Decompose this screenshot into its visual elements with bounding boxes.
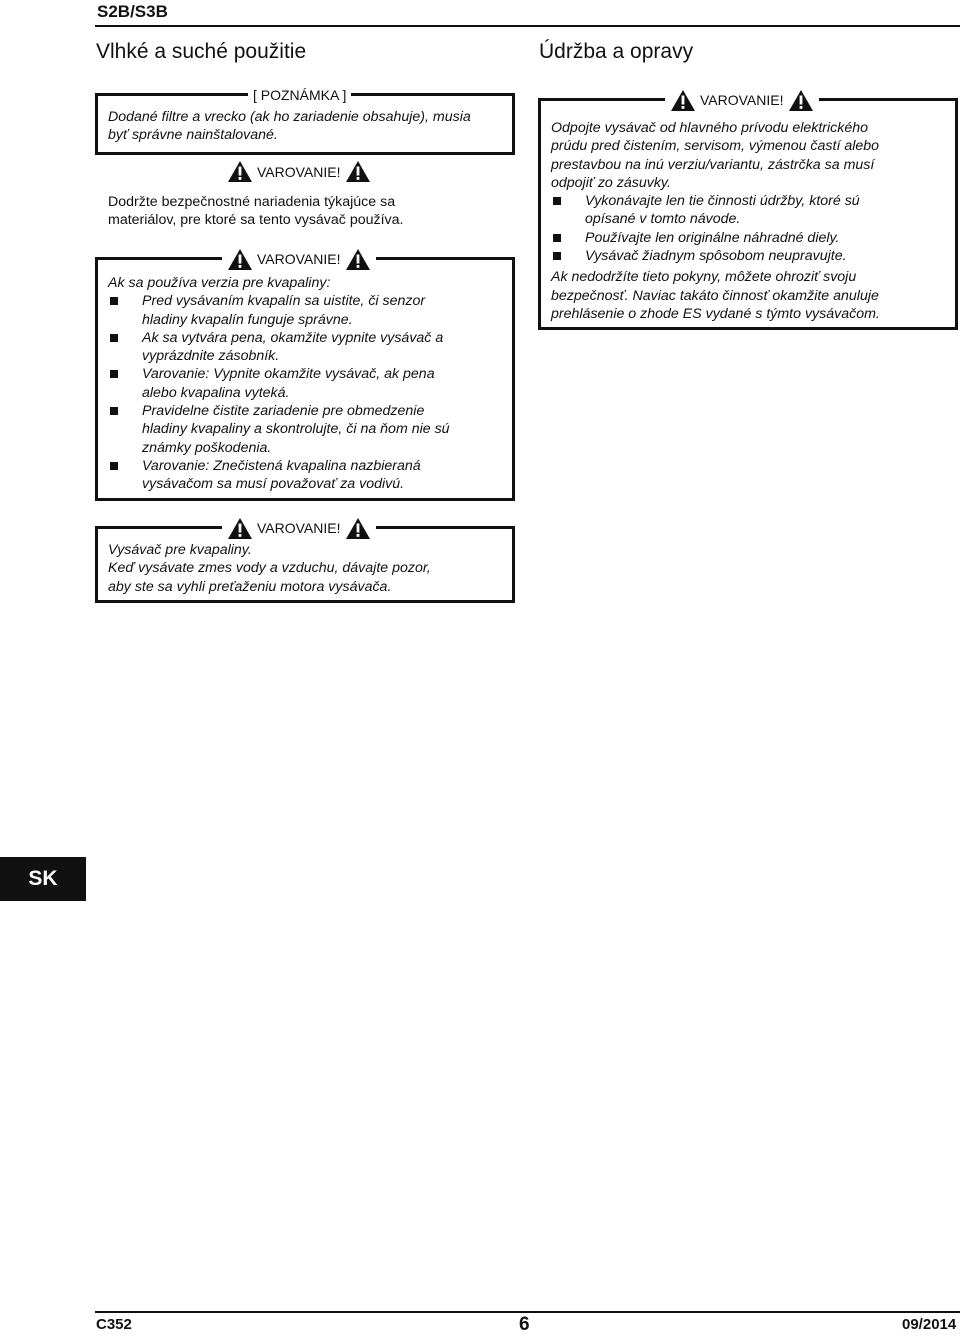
warning3-label-text: VAROVANIE! (257, 520, 341, 536)
section-title-maintenance: Údržba a opravy (539, 40, 694, 63)
list-item-line: hladiny kvapalín funguje správne. (142, 311, 353, 328)
note-line: byť správne nainštalované. (108, 127, 278, 144)
maintenance-outro-line: Ak nedodržíte tieto pokyny, môžete ohroziť svoju (551, 269, 857, 286)
list-item-line: vysávačom sa musí považovať za vodivú. (142, 476, 405, 493)
note-text (108, 108, 471, 145)
warning2-content (108, 274, 508, 494)
list-item (108, 329, 508, 366)
warning2-label-text: VAROVANIE! (257, 251, 341, 267)
list-item-line: Varovanie: Znečistená kvapalina nazbieraná (142, 457, 421, 474)
footer-code: C352 (96, 1316, 132, 1333)
warning-triangle-icon (345, 248, 371, 271)
warning-triangle-icon (227, 160, 253, 183)
warning2-label (222, 247, 376, 271)
bullet-square-icon (553, 234, 561, 242)
warning-triangle-icon (670, 89, 696, 112)
list-item-line: Používajte len originálne náhradné diely. (585, 229, 840, 246)
warning2-intro: Ak sa používa verzia pre kvapaliny: (108, 275, 331, 291)
warning3-line: Keď vysávate zmes vody a vzduchu, dávajte pozor, (108, 560, 431, 577)
warning3-line: aby ste sa vyhli preťaženiu motora vysávača. (108, 578, 392, 595)
page-number: 6 (519, 1314, 530, 1335)
list-item (108, 457, 508, 494)
note-line: Dodané filtre a vrecko (ak ho zariadenie obsahuje), musia (108, 109, 471, 125)
warning3-content (108, 541, 431, 596)
list-item-line: Pred vysávaním kvapalín sa uistite, či senzor (142, 293, 426, 310)
model-label: S2B/S3B (97, 2, 168, 21)
bullet-square-icon (553, 252, 561, 260)
list-item-line: vyprázdnite zásobník. (142, 348, 280, 365)
bullet-square-icon (110, 297, 118, 305)
maintenance-list (551, 192, 951, 265)
list-item-line: Vysávač žiadnym spôsobom neupravujte. (585, 248, 847, 265)
bullet-square-icon (110, 370, 118, 378)
list-item-line: Ak sa vytvára pena, okamžite vypnite vysávač a (142, 329, 444, 346)
list-item (551, 247, 951, 265)
list-item-line: Pravidelne čistite zariadenie pre obmedzenie (142, 403, 425, 420)
maintenance-warning-label (665, 88, 819, 112)
warning3-label (222, 516, 376, 540)
top-rule (95, 25, 960, 27)
bullet-square-icon (110, 462, 118, 470)
maintenance-intro-line: odpojiť zo zásuvky. (551, 174, 671, 191)
warning2-box (95, 251, 515, 501)
warning1-text (108, 193, 403, 230)
section-title-wet-dry: Vlhké a suché použitie (96, 40, 307, 63)
list-item-line: Varovanie: Vypnite okamžite vysávač, ak pena (142, 366, 435, 383)
maintenance-warning-content (551, 119, 951, 323)
list-item (108, 365, 508, 402)
warning1-label-text: VAROVANIE! (257, 163, 341, 180)
list-item-line: hladiny kvapaliny a skontrolujte, či na ňom nie sú (142, 421, 450, 438)
maintenance-warning-label-text: VAROVANIE! (700, 92, 784, 108)
warning-triangle-icon (788, 89, 814, 112)
note-box (95, 87, 515, 155)
warning-triangle-icon (345, 160, 371, 183)
bottom-rule (95, 1311, 960, 1313)
list-item (108, 402, 508, 457)
warning-triangle-icon (345, 517, 371, 540)
maintenance-outro-line: bezpečnosť. Naviac takáto činnosť okamžite anuluje (551, 287, 879, 304)
maintenance-outro-line: prehlásenie o zhode ES vydané s týmto vysávačom. (551, 305, 880, 322)
list-item (108, 292, 508, 329)
warning1-label (224, 160, 374, 183)
list-item-line: opísané v tomto návode. (585, 211, 741, 228)
bullet-square-icon (110, 334, 118, 342)
note-label (248, 83, 351, 107)
list-item-line: alebo kvapalina vyteká. (142, 384, 290, 401)
warning-triangle-icon (227, 248, 253, 271)
maintenance-intro-line: prestavbou na inú verziu/variantu, zástrčka sa musí (551, 156, 875, 173)
language-tab (0, 857, 86, 901)
warning2-list (108, 292, 508, 493)
maintenance-intro-line: prúdu pred čistením, servisom, výmenou častí alebo (551, 138, 880, 155)
bullet-square-icon (553, 197, 561, 205)
warning3-box (95, 520, 515, 603)
list-item-line: Vykonávajte len tie činnosti údržby, ktoré sú (585, 193, 860, 210)
warning1-line: Dodržte bezpečnostné nariadenia týkajúce sa (108, 194, 396, 210)
warning3-line: Vysávač pre kvapaliny. (108, 542, 252, 558)
maintenance-warning-box (538, 92, 958, 330)
list-item-line: známky poškodenia. (142, 439, 272, 456)
list-item (551, 229, 951, 247)
maintenance-intro-line: Odpojte vysávač od hlavného prívodu elektrického (551, 120, 869, 136)
bullet-square-icon (110, 407, 118, 415)
footer-date: 09/2014 (902, 1316, 957, 1333)
note-label-text: [ POZNÁMKA ] (253, 87, 347, 103)
warning-triangle-icon (227, 517, 253, 540)
list-item (551, 192, 951, 229)
warning1-line: materiálov, pre ktoré sa tento vysávač používa. (108, 212, 404, 229)
language-tab-label: SK (28, 867, 58, 890)
